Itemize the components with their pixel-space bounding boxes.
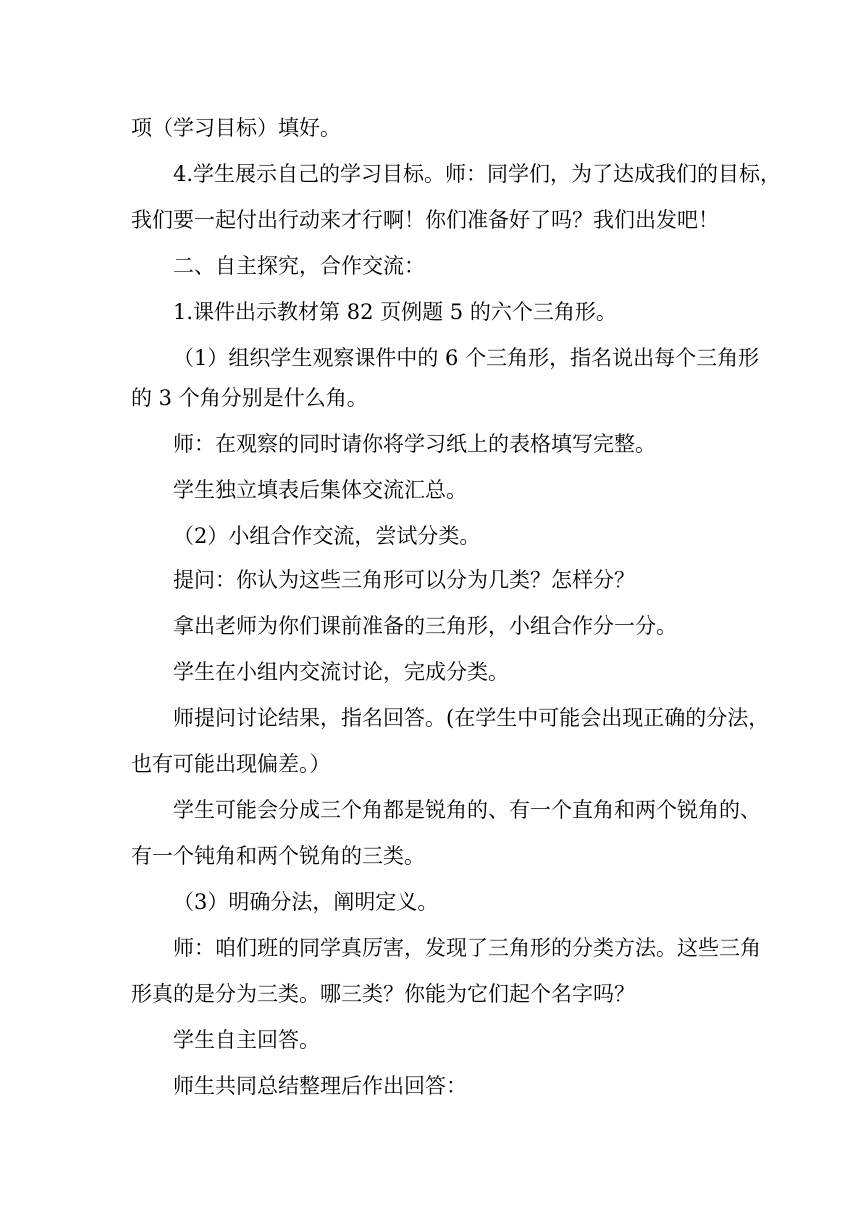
text-line: 师：在观察的同时请你将学习纸上的表格填写完整。 <box>173 432 656 456</box>
text-line: （2）小组合作交流，尝试分类。 <box>173 524 481 548</box>
text-line: 学生自主回答。 <box>173 1028 320 1052</box>
text-line: 也有可能出现偏差。） <box>131 752 331 776</box>
text-line: 1.课件出示教材第 82 页例题 5 的六个三角形。 <box>173 300 617 324</box>
text-line: 拿出老师为你们课前准备的三角形，小组合作分一分。 <box>173 614 677 638</box>
text-line: 师生共同总结整理后作出回答： <box>173 1074 467 1098</box>
text-line: 学生在小组内交流讨论，完成分类。 <box>173 660 509 684</box>
text-line: 4.学生展示自己的学习目标。师：同学们，为了达成我们的目标， <box>173 162 782 186</box>
text-line: 有一个钝角和两个锐角的三类。 <box>131 844 425 868</box>
text-line: （1）组织学生观察课件中的 6 个三角形，指名说出每个三角形 <box>173 346 760 370</box>
text-line: 学生独立填表后集体交流汇总。 <box>173 478 467 502</box>
section-heading: 二、自主探究，合作交流： <box>173 254 425 278</box>
text-line: 项（学习目标）填好。 <box>131 116 341 140</box>
text-line: 提问：你认为这些三角形可以分为几类？怎样分？ <box>173 568 635 592</box>
text-line: 的 3 个角分别是什么角。 <box>131 386 368 410</box>
text-line: 师提问讨论结果，指名回答。(在学生中可能会出现正确的分法， <box>173 706 770 730</box>
text-line: 我们要一起付出行动来才行啊！你们准备好了吗？我们出发吧！ <box>131 208 719 232</box>
text-line: 学生可能会分成三个角都是锐角的、有一个直角和两个锐角的、 <box>173 798 761 822</box>
text-line: 师：咱们班的同学真厉害，发现了三角形的分类方法。这些三角 <box>173 936 761 960</box>
text-line: 形真的是分为三类。哪三类？你能为它们起个名字吗？ <box>131 982 635 1006</box>
text-line: （3）明确分法，阐明定义。 <box>173 890 439 914</box>
